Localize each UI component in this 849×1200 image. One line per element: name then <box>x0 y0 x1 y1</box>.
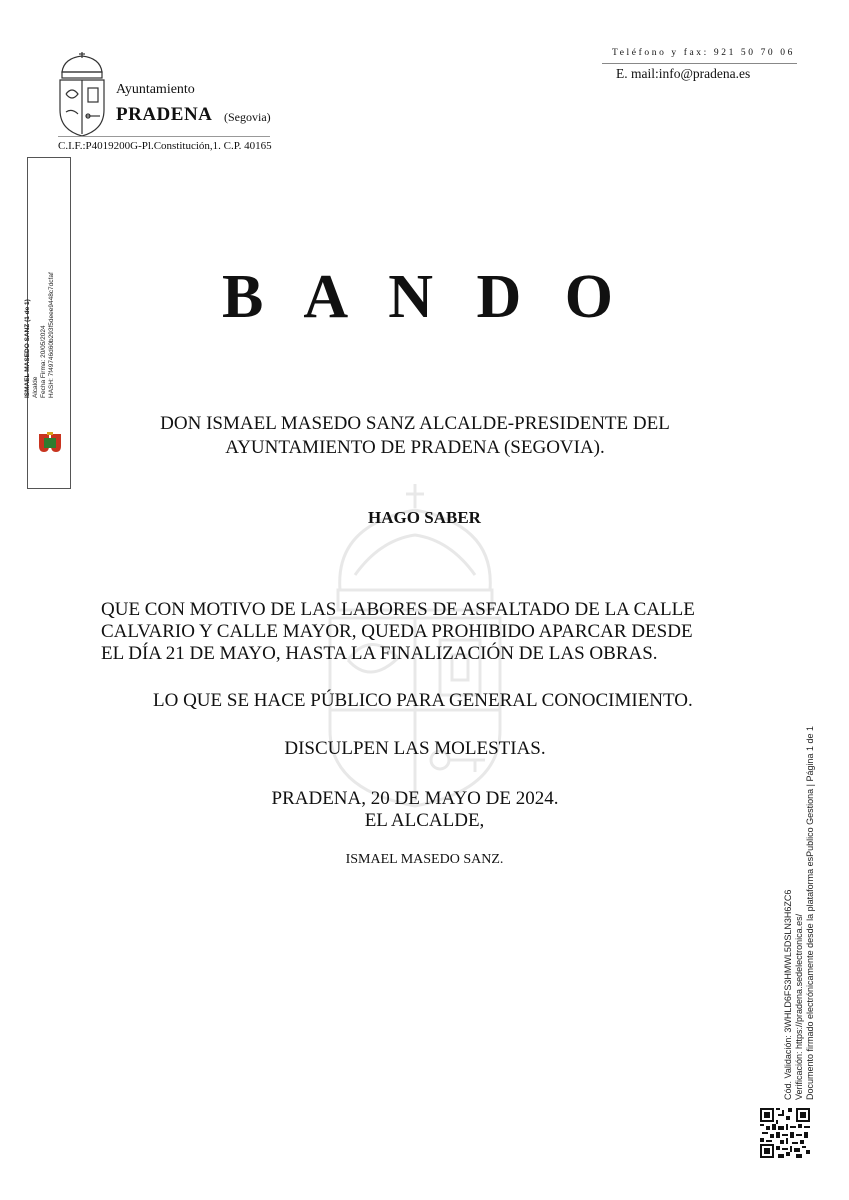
coat-of-arms-icon <box>52 50 112 138</box>
signature-signer: ISMAEL MASEDO SANZ (1 de 1) <box>24 299 31 398</box>
notice-body-line: QUE CON MOTIVO DE LAS LABORES DE ASFALTADO DE LA CALLE <box>101 599 695 620</box>
signature-hash: HASH: 7f49746d60b293f5deee9448c7dcfaf <box>48 272 55 398</box>
issuer-intro-line: DON ISMAEL MASEDO SANZ ALCALDE-PRESIDENTE DEL <box>160 413 670 434</box>
apology-line: DISCULPEN LAS MOLESTIAS. <box>284 738 546 759</box>
signature-date: Fecha Firma: 20/05/2024 <box>40 325 47 398</box>
notice-body-line: CALVARIO Y CALLE MAYOR, QUEDA PROHIBIDO APARCAR DESDE <box>101 621 693 642</box>
cif-address-line: C.I.F.:P4019200G-Pl.Constitución,1. C.P. 40165 <box>58 140 272 152</box>
place-date-line: PRADENA, 20 DE MAYO DE 2024. <box>271 788 559 809</box>
qr-code-icon[interactable] <box>760 1108 810 1158</box>
signer-name: ISMAEL MASEDO SANZ. <box>345 852 504 867</box>
public-notice-line: LO QUE SE HACE PÚBLICO PARA GENERAL CONOCIMIENTO. <box>153 690 693 711</box>
header-divider-right <box>602 63 797 64</box>
verification-url: Verificación: https://pradena.sedelectronica.es/ <box>794 913 804 1100</box>
header-divider-left <box>58 136 270 137</box>
ayuntamiento-label: Ayuntamiento <box>116 82 195 97</box>
notice-body <box>101 599 741 665</box>
platform-note: Documento firmado electrónicamente desde la plataforma esPublico Gestiona | Página 1 de 1 <box>805 725 815 1100</box>
document-title: B A N D O <box>221 263 628 331</box>
phone-fax-line: Teléfono y fax: 921 50 70 06 <box>612 48 795 58</box>
verification-text <box>783 726 816 1100</box>
hago-saber-heading: HAGO SABER <box>368 508 481 527</box>
signer-title: EL ALCALDE, <box>364 810 485 831</box>
provincia-label: (Segovia) <box>224 110 271 124</box>
issuer-intro-line: AYUNTAMIENTO DE PRADENA (SEGOVIA). <box>225 437 605 458</box>
validation-code: Cód. Validación: 3WHLD6FS3HMWL5DSLN3H6ZC6 <box>783 889 793 1100</box>
notice-body-line: EL DÍA 21 DE MAYO, HASTA LA FINALIZACIÓN DE LAS OBRAS. <box>101 643 658 664</box>
signature-role: Alcalde <box>32 376 39 398</box>
email-line: E. mail:info@pradena.es <box>616 66 751 81</box>
issuer-intro <box>0 412 830 460</box>
municipio-name: PRADENA <box>116 104 213 125</box>
